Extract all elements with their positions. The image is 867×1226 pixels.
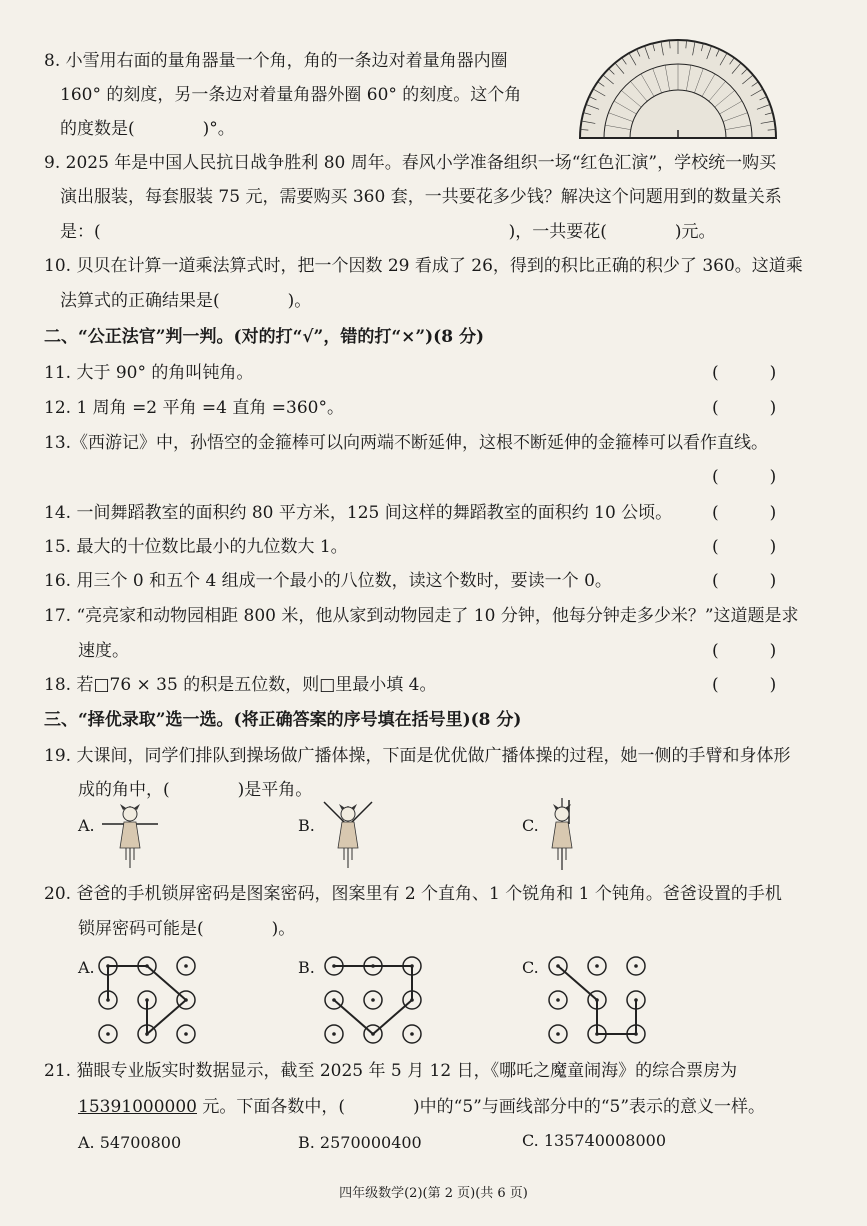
q19-option-b-label[interactable]: B. bbox=[298, 816, 315, 835]
tf-item: 13.《西游记》中，孙悟空的金箍棒可以向两端不断延伸，这根不断延伸的金箍棒可以看作直线。 bbox=[44, 433, 769, 453]
pattern-lock-c-icon bbox=[546, 956, 656, 1046]
q20-option-b-label[interactable]: B. bbox=[298, 958, 315, 977]
answer-paren[interactable]: ( ) bbox=[712, 363, 777, 383]
tf-item: 18. 若□76 × 35 的积是五位数，则□里最小填 4。 bbox=[44, 675, 437, 695]
answer-paren[interactable]: ( ) bbox=[712, 571, 777, 591]
tf-item: 14. 一间舞蹈教室的面积约 80 平方米，125 间这样的舞蹈教室的面积约 10 公顷。 bbox=[44, 503, 673, 523]
q9-line3: 是：( )，一共要花( )元。 bbox=[60, 222, 716, 242]
q19-line2: 成的角中，( )是平角。 bbox=[78, 780, 313, 800]
girl-arm-up-icon bbox=[542, 798, 582, 870]
q21-option-a[interactable]: A. 54700800 bbox=[78, 1133, 182, 1152]
q10-line1: 10. 贝贝在计算一道乘法算式时，把一个因数 29 看成了 26，得到的积比正确的积少了 360。这道乘 bbox=[44, 256, 803, 276]
q10-line2: 法算式的正确结果是( )。 bbox=[60, 291, 312, 311]
answer-paren[interactable]: ( ) bbox=[712, 398, 777, 418]
q20-option-c-label[interactable]: C. bbox=[522, 958, 539, 977]
q21-line1: 21. 猫眼专业版实时数据显示，截至 2025 年 5 月 12 日，《哪吒之魔童闹海》的综合票房为 bbox=[44, 1061, 738, 1081]
girl-arms-raised-icon bbox=[318, 798, 378, 868]
answer-paren[interactable]: ( ) bbox=[712, 641, 777, 661]
tf-item-continued: 速度。 bbox=[78, 641, 129, 661]
q8-line2: 160° 的刻度，另一条边对着量角器外圈 60° 的刻度。这个角 bbox=[60, 85, 522, 105]
section3-heading: 三、“择优录取”选一选。(将正确答案的序号填在括号里)(8 分) bbox=[44, 710, 522, 730]
answer-paren[interactable]: ( ) bbox=[712, 467, 777, 487]
q8-line3: 的度数是( )°。 bbox=[60, 119, 235, 139]
pattern-lock-a-icon bbox=[96, 956, 206, 1046]
section2-heading: 二、“公正法官”判一判。(对的打“√”，错的打“×”)(8 分) bbox=[44, 327, 485, 347]
q9-line2: 演出服装，每套服装 75 元，需要购买 360 套，一共要花多少钱？解决这个问题用到的数量关系 bbox=[60, 187, 782, 207]
girl-arms-horizontal-icon bbox=[100, 800, 160, 868]
q20-line1: 20. 爸爸的手机锁屏密码是图案密码，图案里有 2 个直角、1 个锐角和 1 个钝角。爸爸设置的手机 bbox=[44, 884, 782, 904]
protractor-icon bbox=[578, 30, 778, 142]
q21-option-c[interactable]: C. 135740008000 bbox=[522, 1131, 666, 1150]
tf-item: 12. 1 周角 =2 平角 =4 直角 =360°。 bbox=[44, 398, 344, 418]
q21-underlined-number: 15391000000 bbox=[78, 1097, 197, 1117]
q21-line2-rest: 元。下面各数中，( )中的“5”与画线部分中的“5”表示的意义一样。 bbox=[196, 1097, 766, 1117]
page-footer: 四年级数学(2)(第 2 页)(共 6 页) bbox=[339, 1186, 528, 1201]
pattern-lock-b-icon bbox=[322, 956, 432, 1046]
q20-option-a-label[interactable]: A. bbox=[78, 958, 95, 977]
q19-option-c-label[interactable]: C. bbox=[522, 816, 539, 835]
answer-paren[interactable]: ( ) bbox=[712, 503, 777, 523]
q19-option-a-label[interactable]: A. bbox=[78, 816, 95, 835]
q21-option-b[interactable]: B. 2570000400 bbox=[298, 1133, 422, 1152]
answer-paren[interactable]: ( ) bbox=[712, 675, 777, 695]
q20-line2: 锁屏密码可能是( )。 bbox=[78, 919, 296, 939]
q19-line1: 19. 大课间，同学们排队到操场做广播体操，下面是优优做广播体操的过程，她一侧的手臂和身体形 bbox=[44, 746, 791, 766]
answer-paren[interactable]: ( ) bbox=[712, 537, 777, 557]
q9-line1: 9. 2025 年是中国人民抗日战争胜利 80 周年。春风小学准备组织一场“红色汇演”，学校统一购买 bbox=[44, 153, 777, 173]
tf-item: 16. 用三个 0 和五个 4 组成一个最小的八位数，读这个数时，要读一个 0。 bbox=[44, 571, 612, 591]
tf-item: 15. 最大的十位数比最小的九位数大 1。 bbox=[44, 537, 348, 557]
tf-item: 11. 大于 90° 的角叫钝角。 bbox=[44, 363, 254, 383]
tf-item: 17. “亮亮家和动物园相距 800 米，他从家到动物园走了 10 分钟，他每分钟走多少米？”这道题是求 bbox=[44, 606, 799, 626]
q8-line1: 8. 小雪用右面的量角器量一个角，角的一条边对着量角器内圈 bbox=[44, 51, 508, 71]
q21-line2 bbox=[78, 1096, 765, 1118]
